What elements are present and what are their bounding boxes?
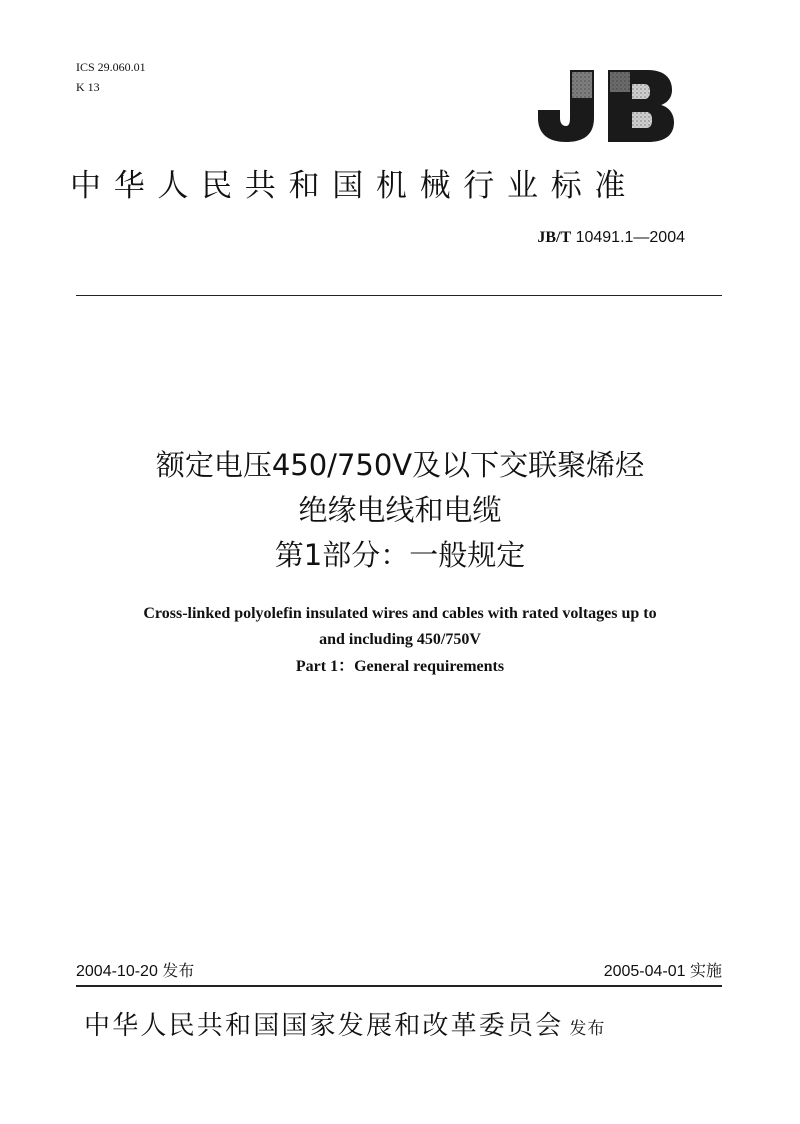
classification-code: K 13 <box>76 80 100 94</box>
ministry-standard-title: 中华人民共和国机械行业标准 <box>70 168 639 204</box>
footer-divider <box>76 985 722 987</box>
effective-date: 2005-04-01 实施 <box>603 963 722 980</box>
english-title-line-3: Part 1：General requirements <box>295 658 505 675</box>
jb-logo <box>536 68 676 144</box>
publisher-name: 中华人民共和国国家发展和改革委员会 <box>84 1011 564 1041</box>
english-title-line-1: Cross-linked polyolefin insulated wires and cables with rated voltages up to <box>143 605 657 622</box>
standard-code: 10491.1—2004 <box>571 229 685 246</box>
standard-number <box>420 228 685 248</box>
publisher-line <box>84 1008 605 1047</box>
chinese-title-line-1: 额定电压450/750V及以下交联聚烯烃 <box>155 448 645 482</box>
chinese-title-line-2: 绝缘电线和电缆 <box>298 493 502 527</box>
publisher-issue-label: 发布 <box>569 1019 606 1039</box>
header-divider <box>76 295 722 296</box>
standard-prefix: JB/T <box>537 229 572 246</box>
ics-code: ICS 29.060.01 <box>76 60 146 74</box>
chinese-title-line-3: 第1部分：一般规定 <box>274 538 526 572</box>
issue-date: 2004-10-20 发布 <box>76 963 195 980</box>
english-title-line-2: and including 450/750V <box>319 631 481 648</box>
